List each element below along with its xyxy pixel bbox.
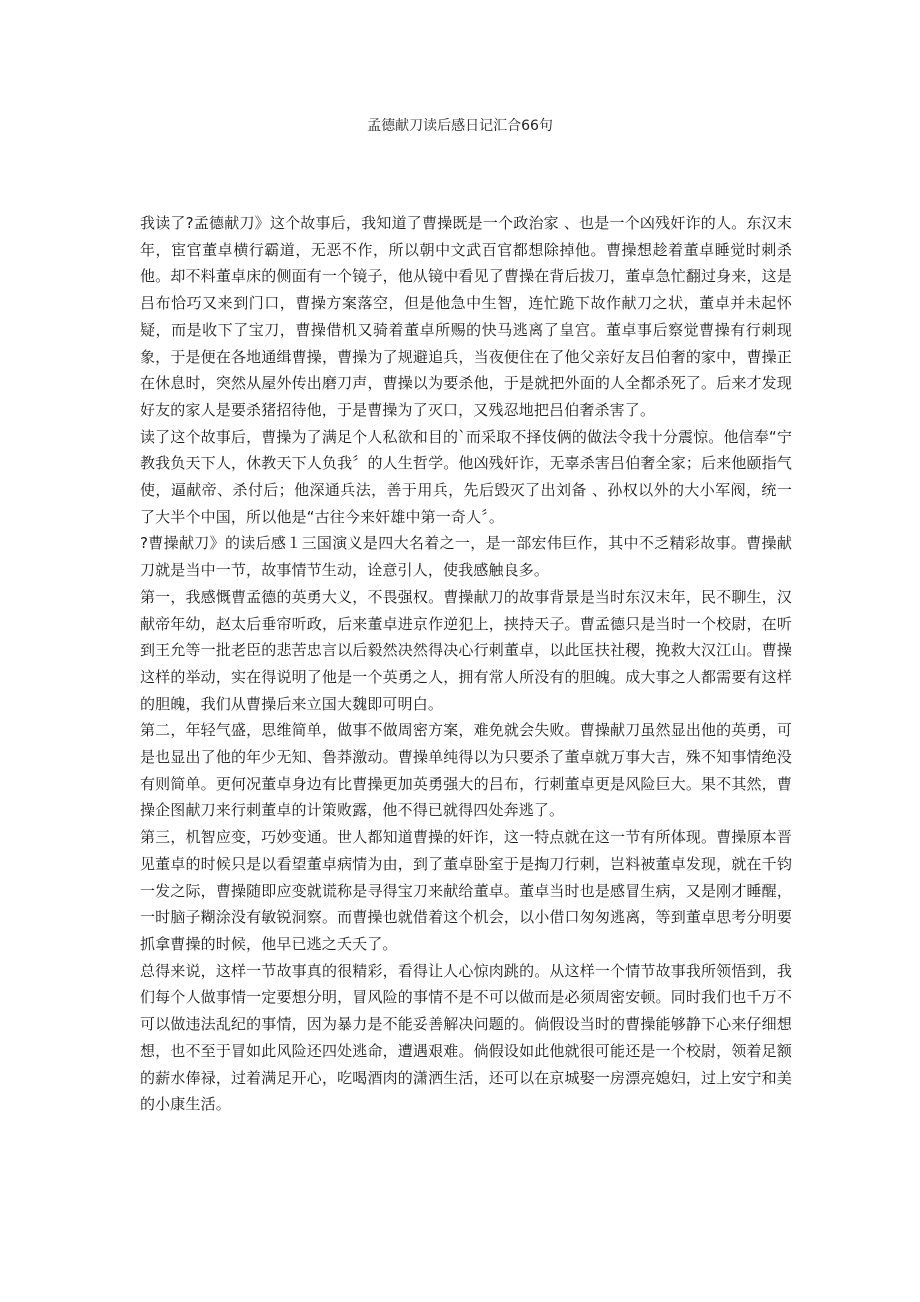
document-body <box>140 210 792 1118</box>
paragraph-6: 第三，机智应变，巧妙变通。世人都知道曹操的奸诈，这一特点就在这一节有所体现。曹操原本晋见董卓的时候只是以看望董卓病情为由，到了董卓卧室于是掏刀行刺，岂料被董卓发现，就在千钧一发之际，曹操随即应变就谎称是寻得宝刀来献给董卓。董卓当时也是感冒生病，又是刚才睡醒，一时脑子糊涂没有敏锐洞察。而曹操也就借着这个机会，以小借口匆匆逃离，等到董卓思考分明要抓拿曹操的时候，他早已逃之夭夭了。 <box>140 828 792 953</box>
paragraph-5: 第二，年轻气盛，思维简单，做事不做周密方案，难免就会失败。曹操献刀虽然显出他的英勇，可是也显出了他的年少无知、鲁莽激动。曹操单纯得以为只要杀了董卓就万事大吉，殊不知事情绝没有则简单。更何况董卓身边有比曹操更加英勇强大的吕布，行刺董卓更是风险巨大。果不其然，曹操企图献刀来行刺董卓的计策败露，他不得已就得四处奔逃了。 <box>140 721 792 820</box>
paragraph-2: 读了这个故事后，曹操为了满足个人私欲和目的`而采取不择伎俩的做法令我十分震惊。他信奉“宁教我负天下人，休教天下人负我〞的人生哲学。他凶残奸诈，无辜杀害吕伯奢全家；后来他颐指气使，逼献帝、杀付后；他深通兵法，善于用兵，先后毁灭了出刘备 、孙权以外的大小军阀，统一了大半个中国，所以他是“古往今来奸雄中第一奇人〞。 <box>140 427 792 526</box>
paragraph-7: 总得来说，这样一节故事真的很精彩，看得让人心惊肉跳的。从这样一个情节故事我所领悟到，我们每个人做事情一定要想分明，冒风险的事情不是不可以做而是必须周密安顿。同时我们也千万不可以做违法乱纪的事情，因为暴力是不能妥善解决问题的。倘假设当时的曹操能够静下心来仔细想想，也不至于冒如此风险还四处逃命，遭遇艰难。倘假设如此他就很可能还是一个校尉，领着足额的薪水俸禄，过着满足开心，吃喝酒肉的潇洒生活，还可以在京城娶一房漂亮媳妇，过上安宁和美的小康生活。 <box>140 961 792 1114</box>
document-title: 孟德献刀读后感日记汇合66句 <box>367 118 553 134</box>
paragraph-1: 我读了?孟德献刀》这个故事后，我知道了曹操既是一个政治家 、也是一个凶残奸诈的人。东汉末年，宦官董卓横行霸道，无恶不作，所以朝中文武百官都想除掉他。曹操想趁着董卓睡觉时刺杀他。却不料董卓床的侧面有一个镜子，他从镜中看见了曹操在背后拔刀，董卓急忙翻过身来，这是吕布恰巧又来到门口，曹操方案落空，但是他急中生智，连忙跪下故作献刀之状，董卓并未起怀疑，而是收下了宝刀，曹操借机又骑着董卓所赐的快马逃离了皇宫。董卓事后察觉曹操有行刺现象，于是便在各地通缉曹操，曹操为了规避追兵，当夜便住在了他父亲好友吕伯奢的家中，曹操正在休息时，突然从屋外传出磨刀声，曹操以为要杀他，于是就把外面的人全都杀死了。后来才发现好友的家人是要杀猪招待他，于是曹操为了灭口，又残忍地把吕伯奢杀害了。 <box>140 214 792 419</box>
paragraph-4: 第一，我感慨曹孟德的英勇大义，不畏强权。曹操献刀的故事背景是当时东汉末年，民不聊生，汉献帝年幼，赵太后垂帘听政，后来董卓进京作逆犯上，挟持天子。曹孟德只是当时一个校尉，在听到王允等一批老臣的悲苦忠言以后毅然决然得决心行刺董卓，以此匡扶社稷，挽救大汉江山。曹操这样的举动，实在得说明了他是一个英勇之人，拥有常人所没有的胆魄。成大事之人都需要有这样的胆魄，我们从曹操后来立国大魏即可明白。 <box>140 587 792 713</box>
paragraph-3: ?曹操献刀》的读后感１三国演义是四大名着之一，是一部宏伟巨作，其中不乏精彩故事。曹操献刀就是当中一节，故事情节生动，诠意引人，使我感触良多。 <box>140 534 792 580</box>
